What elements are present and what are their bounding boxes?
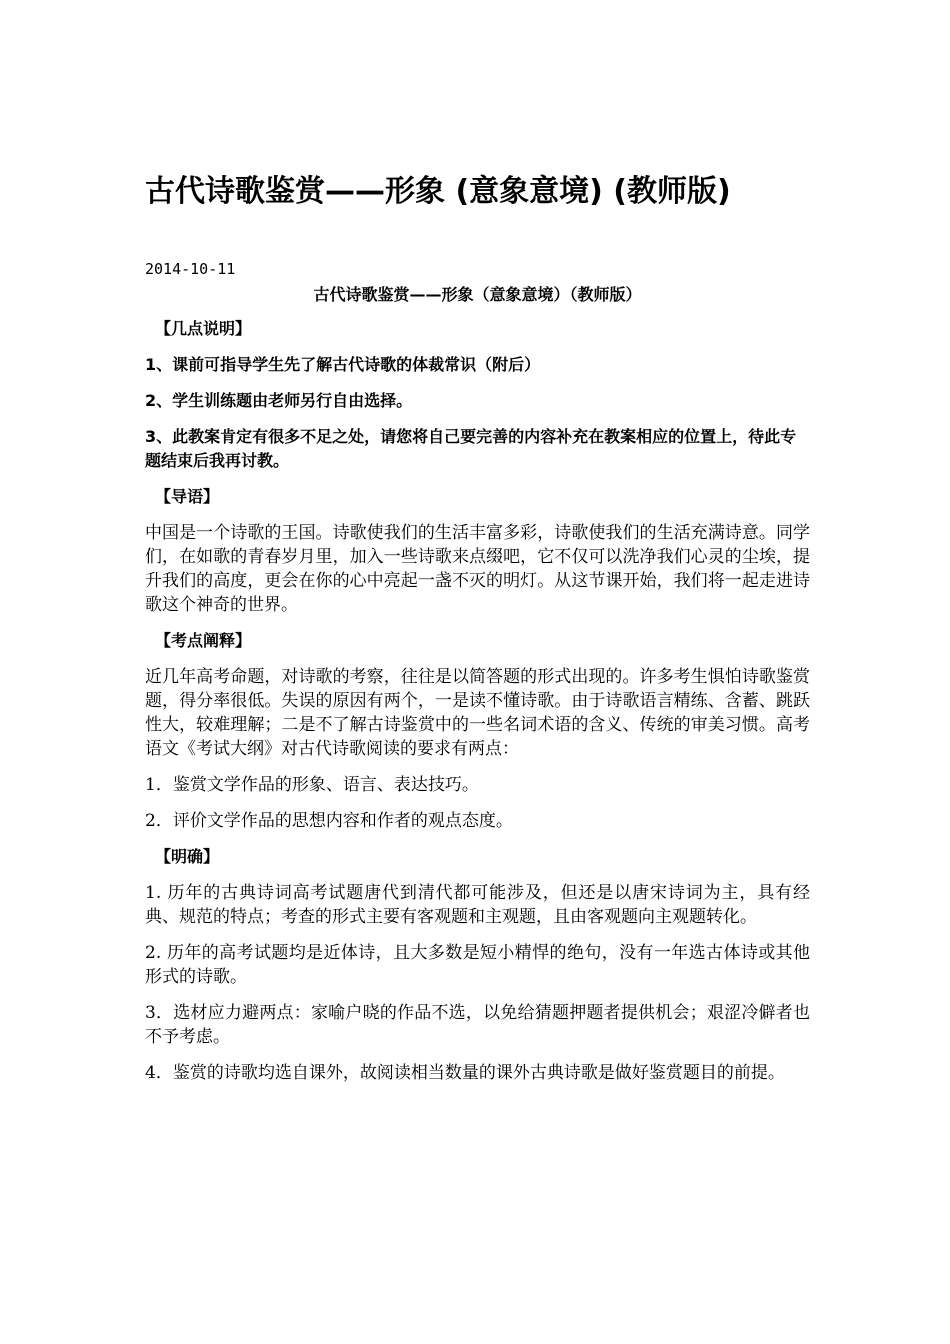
document-title: 古代诗歌鉴赏——形象 (意象意境) (教师版)	[145, 174, 731, 209]
clarify-item: 2. 历年的高考试题均是近体诗，且大多数是短小精悍的绝句，没有一年选古体诗或其他形式的诗歌。	[145, 943, 810, 987]
exam-point: 1．鉴赏文学作品的形象、语言、表达技巧。	[145, 775, 479, 795]
notes-item: 1、课前可指导学生先了解古代诗歌的体裁常识（附后）	[145, 355, 541, 374]
document-body	[145, 283, 810, 1097]
notes-item: 2、学生训练题由老师另行自由选择。	[145, 391, 413, 410]
clarify-heading: 【明确】	[155, 847, 220, 866]
document-subtitle: 古代诗歌鉴赏——形象（意象意境）（教师版）	[313, 285, 642, 304]
intro-heading: 【导语】	[155, 487, 220, 506]
notes-item: 3、此教案肯定有很多不足之处，请您将自己要完善的内容补充在教案相应的位置上，待此专题结束后我再讨教。	[145, 427, 797, 470]
exam-paragraph: 近几年高考命题，对诗歌的考察，往往是以简答题的形式出现的。许多考生惧怕诗歌鉴赏题，得分率很低。失误的原因有两个，一是读不懂诗歌。由于诗歌语言精练、含蓄、跳跃性大，较难理解；二是不了解古诗鉴赏中的一些名词术语的含义、传统的审美习惯。高考语文《考试大纲》对古代诗歌阅读的要求有两点：	[145, 667, 810, 759]
intro-paragraph: 中国是一个诗歌的王国。诗歌使我们的生活丰富多彩，诗歌使我们的生活充满诗意。同学们，在如歌的青春岁月里，加入一些诗歌来点缀吧，它不仅可以洗净我们心灵的尘埃，提升我们的高度，更会在你的心中亮起一盏不灭的明灯。从这节课开始，我们将一起走进诗歌这个神奇的世界。	[145, 523, 810, 615]
publish-date: 2014-10-11	[145, 260, 236, 278]
clarify-item: 1. 历年的古典诗词高考试题唐代到清代都可能涉及，但还是以唐宋诗词为主，具有经典、规范的特点；考查的形式主要有客观题和主观题，且由客观题向主观题转化。	[145, 883, 810, 927]
clarify-item: 3．选材应力避两点：家喻户晓的作品不选，以免给猜题押题者提供机会；艰涩冷僻者也不予考虑。	[145, 1003, 810, 1047]
notes-heading: 【几点说明】	[155, 319, 252, 338]
exam-point: 2．评价文学作品的思想内容和作者的观点态度。	[145, 811, 513, 831]
clarify-item: 4．鉴赏的诗歌均选自课外，故阅读相当数量的课外古典诗歌是做好鉴赏题目的前提。	[145, 1063, 785, 1083]
exam-heading: 【考点阐释】	[155, 631, 252, 650]
